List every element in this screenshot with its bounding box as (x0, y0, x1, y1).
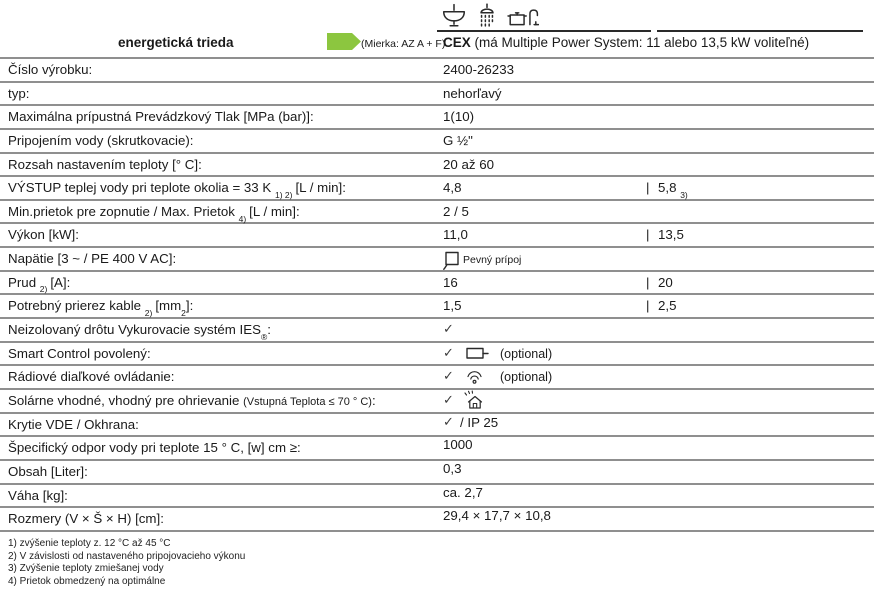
row-label: Rozmery (V × Š × H) [cm]: (8, 511, 164, 527)
model-name: CEX (443, 35, 471, 50)
table-row-water-connection (0, 130, 874, 154)
solar-house-icon (464, 390, 485, 416)
table-row-specific-resistance (0, 437, 874, 461)
row-value: 1000 (443, 437, 473, 453)
row-label: Neizolovaný drôtu Vykurovacie systém $IES_®$: (8, 322, 271, 342)
row-label: Krytie VDE / Okhrana: (8, 416, 139, 432)
row-value-2: 2,5 (658, 298, 677, 314)
footnote-4: 4) Prietok obmedzený na optimálne (8, 575, 166, 587)
column-overline-right (657, 30, 863, 32)
table-row-weight (0, 485, 874, 509)
row-label: Špecifický odpor vody pri teplote 15 ° C, [w] cm ≥: (8, 440, 301, 456)
table-row-flow-rates (0, 201, 874, 225)
optional-note: (optional) (500, 346, 553, 361)
table-row-radio-remote (0, 366, 874, 390)
checkmark-icon: ✓ (443, 344, 454, 360)
checkmark-icon: ✓ (443, 391, 454, 407)
header (0, 0, 874, 57)
table-row-capacity (0, 461, 874, 485)
footnote-2: 2) V závislosti od nastaveného pripojovacieho výkonu (8, 550, 246, 562)
table-row-power (0, 224, 874, 248)
value-separator: | (646, 180, 650, 196)
footnote-1: 1) zvýšenie teploty z. 12 °C až 45 °C (8, 538, 171, 549)
row-value: 16 (443, 274, 458, 290)
wifi-icon (465, 368, 484, 390)
row-label: Výkon [kW]: (8, 227, 79, 243)
footnotes (8, 538, 245, 588)
checkmark-icon: ✓ (443, 321, 454, 337)
table-row-smart-control (0, 343, 874, 367)
washbasin-icon (441, 3, 467, 28)
row-label: Maximálna prípustná Prevádzkový Tlak [MPa (bar)]: (8, 109, 314, 125)
row-value: 1,5 (443, 298, 462, 314)
table-row-cable-cross-section (0, 295, 874, 319)
row-label: Napätie [3 ~ / PE 400 V AC]: (8, 251, 177, 267)
kitchen-sink-icon (507, 3, 539, 28)
column-overline-left (437, 30, 651, 32)
value-separator: | (646, 298, 650, 314)
checkmark-icon: ✓ (443, 368, 454, 384)
row-label: Váha [kg]: (8, 487, 68, 503)
row-label: Min.prietok pre zopnutie / Max. Prietok $_{4)}$ [L / min]: (8, 203, 300, 224)
shower-icon (475, 3, 499, 28)
spec-table (0, 57, 874, 532)
value-separator: | (646, 227, 650, 243)
row-value: 4,8 (443, 180, 462, 196)
usage-icons (441, 3, 539, 28)
row-value: 0,3 (443, 460, 462, 476)
row-value: 11,0 (443, 227, 468, 243)
table-row-hot-water-output (0, 177, 874, 201)
row-value-2: 20 (658, 274, 673, 290)
row-label: Potrebný prierez kable $_{2)}$ $[mm_2]$: (8, 298, 194, 319)
table-row-solar-suitable (0, 390, 874, 414)
row-label: Pripojením vody (skrutkovacie): (8, 132, 194, 148)
table-row-ies-system (0, 319, 874, 343)
row-label: Číslo výrobku: (8, 62, 93, 77)
row-label: VÝSTUP teplej vody pri teplote okolia = 33 K $_{1) 2)}$ [L / min]: (8, 180, 346, 200)
model-description: (má Multiple Power System: 11 alebo 13,5 kW voliteľné) (470, 35, 810, 50)
value-separator: | (646, 274, 650, 290)
table-row-temp-range (0, 154, 874, 178)
row-value-2: 5,8 $_{3)}$ (658, 180, 688, 200)
fixed-connection-label: Pevný prípoj (463, 254, 522, 267)
energy-class-arrow-icon (327, 33, 361, 55)
footnote-3: 3) Zvýšenie teploty zmiešanej vody (8, 563, 164, 574)
energy-class-label: energetická trieda (118, 35, 234, 50)
row-value: / IP 25 (460, 414, 499, 430)
row-label: Prud $_{2)}$ [A]: (8, 274, 71, 295)
row-value: 20 až 60 (443, 156, 495, 172)
checkmark-icon: ✓ (443, 413, 454, 429)
row-value: 29,4 × 17,7 × 10,8 (443, 508, 551, 524)
table-row-current (0, 272, 874, 296)
table-row-dimensions (0, 508, 874, 532)
row-value-2: 13,5 (658, 227, 684, 243)
row-value: ca. 2,7 (443, 484, 483, 500)
table-row-protection-class (0, 414, 874, 438)
table-row-voltage (0, 248, 874, 272)
row-label: Rádiové diaľkové ovládanie: (8, 369, 175, 385)
row-value: 2400-26233 (443, 62, 514, 77)
model-line (443, 35, 809, 50)
optional-note: (optional) (500, 370, 553, 385)
row-label: Solárne vhodné, vhodný pre ohrievanie (Vstupná Teplota ≤ 70 ° C): (8, 392, 376, 408)
row-label: Rozsah nastavením teploty [° C]: (8, 156, 202, 172)
smart-control-icon (466, 347, 489, 366)
row-value: 1(10) (443, 109, 475, 125)
row-value: 2 / 5 (443, 203, 469, 219)
row-label: Smart Control povolený: (8, 345, 151, 361)
table-row-product-number (0, 59, 874, 83)
row-label: Obsah [Liter]: (8, 463, 88, 479)
row-label: typ: (8, 85, 30, 101)
row-value: G ½" (443, 132, 473, 148)
energy-scale-note: (Mierka: AZ A + F) (361, 38, 446, 50)
table-row-max-pressure (0, 106, 874, 130)
row-value: nehorľavý (443, 85, 502, 101)
table-row-type (0, 83, 874, 107)
